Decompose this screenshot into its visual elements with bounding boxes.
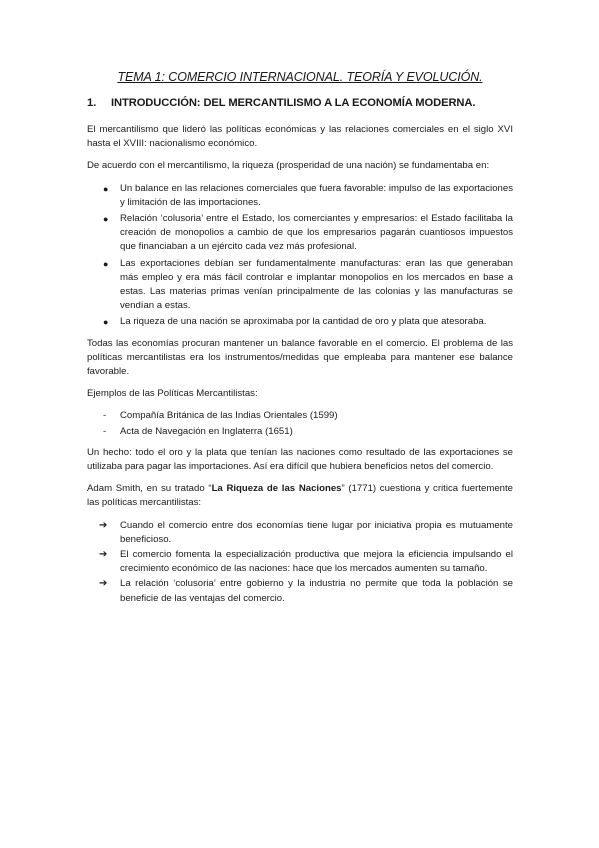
arrow-right-icon: ➔ (99, 519, 108, 531)
list-item: ➔ La relación ‘colusoria’ entre gobierno y la industria no permite que toda la población se beneficie de las ventajas del comercio. (99, 578, 513, 604)
list-item: ● Relación ‘colusoria’ entre el Estado, los comerciantes y empresarios: el Estado facilitaba la creación de monopolios a cambio de que los empresarios pagarán cuantiosos impuestos que financiaban a un ejército cada vez más profesional. (103, 213, 513, 253)
section-heading (87, 97, 513, 109)
list-item: - Acta de Navegación en Inglaterra (1651) (87, 425, 513, 439)
bullet-icon: ● (103, 183, 109, 194)
section-number: 1. (87, 97, 97, 109)
arrow-right-icon: ➔ (99, 578, 108, 590)
arrow-right-icon: ➔ (99, 549, 108, 561)
list-item: - Compañía Británica de las Indias Orientales (1599) (87, 409, 513, 423)
paragraph-gold-silver: Un hecho: todo el oro y la plata que tenían las naciones como resultado de las exportaciones se utilizaba para pagar las importaciones. Así era difícil que hubiera beneficios netos del comercio. (87, 446, 513, 473)
paragraph-mercantilism-intro: El mercantilismo que lideró las políticas económicas y las relaciones comerciales en el siglo XVI hasta el XVIII: nacionalismo económico. (87, 124, 513, 150)
document-title: TEMA 1: COMERCIO INTERNACIONAL. TEORÍA Y EVOLUCIÓN. (117, 70, 483, 84)
paragraph-favorable-balance: Todas las economías procuran mantener un balance favorable en el comercio. El problema de las políticas mercantilistas era los instrumentos/medidas que empleaba para mantener ese balance favorable. (87, 337, 513, 378)
list-item: ● Un balance en las relaciones comerciales que fuera favorable: impulso de las exportaciones y limitación de las importaciones. (103, 182, 513, 208)
list-item: ● La riqueza de una nación se aproximaba por la cantidad de oro y plata que atesoraba. (87, 315, 513, 329)
paragraph-wealth-basis: De acuerdo con el mercantilismo, la riqueza (prosperidad de una nación) se fundamentaba en: (87, 160, 490, 172)
bullet-icon: ● (103, 317, 109, 328)
paragraph-adam-smith: Adam Smith, en su tratado “La Riqueza de las Naciones” (1771) cuestiona y critica fuertemente las políticas mercantilistas: (87, 483, 513, 509)
section-heading-text: INTRODUCCIÓN: DEL MERCANTILISMO A LA ECONOMÍA MODERNA. (111, 97, 476, 109)
list-item: ➔ El comercio fomenta la especialización productiva que mejora la eficiencia impulsando el crecimiento económico de las naciones: hace que los mercados aumenten su tamaño. (99, 549, 513, 575)
smith-points-list (87, 519, 513, 606)
bullet-icon: ● (103, 258, 109, 269)
document-page (87, 70, 513, 613)
book-title: La Riqueza de las Naciones (211, 483, 342, 495)
bullet-icon: ● (103, 214, 109, 225)
list-item: ➔ Cuando el comercio entre dos economías tiene lugar por iniciativa propia es mutuamente beneficioso. (99, 519, 513, 545)
wealth-basis-list (87, 182, 513, 330)
paragraph-examples-intro: Ejemplos de las Políticas Mercantilistas: (87, 388, 258, 400)
list-item: ● Las exportaciones debían ser fundamentalmente manufacturas: eran las que generaban más empleo y era más fácil controlar e implantar monopolios en los mercados en base a estas. Las materias primas venían principalmente de las colonias y las manufacturas se vendían a estas. (103, 257, 513, 312)
dash-icon: - (103, 425, 107, 437)
examples-list (87, 409, 513, 438)
dash-icon: - (103, 410, 107, 422)
